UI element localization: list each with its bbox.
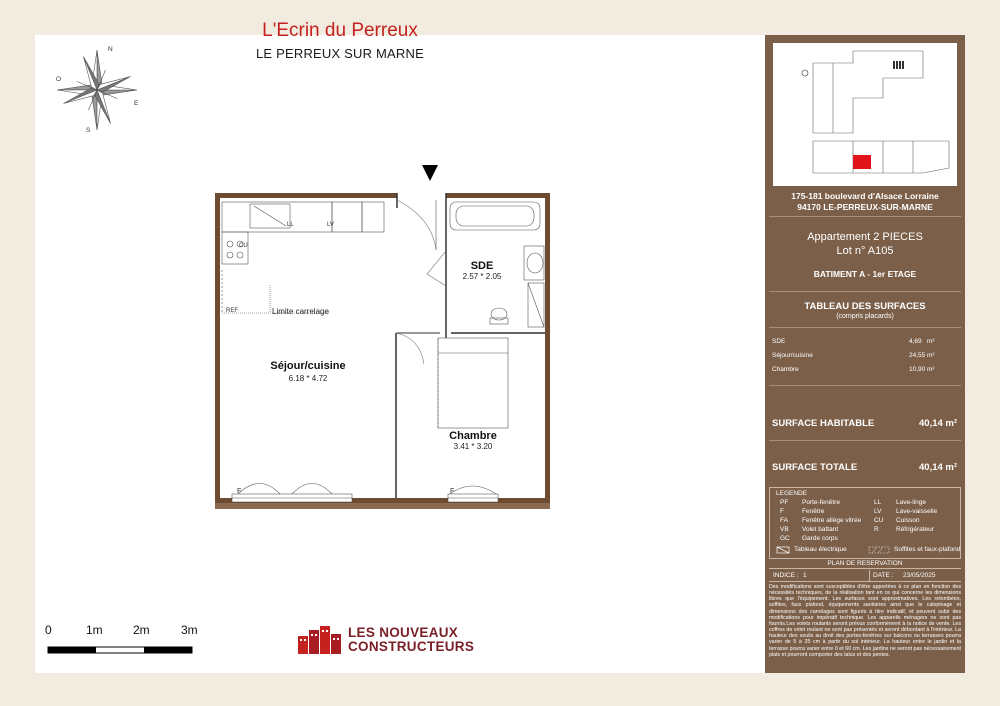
apartment-type: Appartement 2 PIECES bbox=[807, 231, 923, 243]
legend-text: Fenêtre allège vitrée bbox=[802, 517, 862, 524]
room-sde-dims: 2.57 * 2.05 bbox=[462, 272, 502, 281]
room-chambre-dims: 3.41 * 3.20 bbox=[453, 442, 493, 451]
date-label: DATE : bbox=[873, 572, 894, 579]
divider bbox=[769, 440, 961, 441]
divider bbox=[769, 385, 961, 386]
brand-logo bbox=[298, 626, 474, 654]
divider bbox=[769, 291, 961, 292]
label-ref: REF bbox=[226, 308, 238, 314]
electric-panel-icon bbox=[776, 546, 790, 554]
legend-code: VB bbox=[780, 526, 789, 533]
legend-code: LL bbox=[874, 499, 882, 506]
legend-text: Lave-vaisselle bbox=[896, 508, 938, 515]
surface-row-unit: m² bbox=[927, 352, 935, 359]
label-cu: CU bbox=[239, 243, 248, 249]
surface-table-title: TABLEAU DES SURFACES bbox=[804, 301, 926, 312]
room-sejour-name: Séjour/cuisine bbox=[270, 360, 346, 372]
reservation-title: PLAN DE RESERVATION bbox=[769, 560, 961, 569]
legend-code: F bbox=[780, 508, 784, 515]
legend-text: Fenêtre bbox=[802, 508, 825, 515]
address-line2: 94170 LE-PERREUX-SUR-MARNE bbox=[797, 202, 933, 212]
key-plan bbox=[773, 43, 957, 186]
room-chambre-name: Chambre bbox=[449, 430, 497, 442]
legend-code: GC bbox=[780, 535, 790, 542]
date-value: 23/05/2025 bbox=[903, 572, 936, 579]
legend-code: CU bbox=[874, 517, 884, 524]
surface-row-unit: m² bbox=[927, 366, 935, 373]
surface-habitable-value: 40,14 m² bbox=[919, 418, 958, 429]
surface-row-value: 4,69 bbox=[909, 338, 922, 345]
legend-text: Porte-fenêtre bbox=[802, 499, 840, 506]
building-floor: BATIMENT A - 1er ETAGE bbox=[813, 269, 917, 279]
scale-label-1m: 1m bbox=[86, 623, 103, 637]
surface-totale-value: 40,14 m² bbox=[919, 462, 958, 473]
scale-label-0: 0 bbox=[45, 623, 52, 637]
surface-habitable-label: SURFACE HABITABLE bbox=[772, 418, 875, 429]
brand-line1: LES NOUVEAUX bbox=[348, 625, 459, 640]
window-label-f2: F bbox=[450, 488, 455, 495]
legend bbox=[769, 487, 961, 559]
legend-code: LV bbox=[874, 508, 882, 515]
compass-e: E bbox=[134, 100, 139, 107]
compass-o: O bbox=[56, 76, 62, 83]
brand-line2: CONSTRUCTEURS bbox=[348, 639, 475, 654]
scale-label-2m: 2m bbox=[133, 623, 150, 637]
label-ll: LL bbox=[287, 222, 294, 228]
surface-row-value: 24,55 bbox=[909, 352, 926, 359]
building-logo-icon bbox=[298, 626, 342, 654]
program-title: L'Ecrin du Perreux bbox=[262, 20, 418, 41]
legend-title: LEGENDE bbox=[776, 490, 808, 497]
legend-text: Volet battant bbox=[802, 526, 839, 533]
compass-n: N bbox=[108, 46, 113, 53]
surface-row-name: Chambre bbox=[772, 366, 799, 373]
label-lv: LV bbox=[327, 222, 334, 228]
indice-label: INDICE : bbox=[773, 572, 799, 579]
room-sde-name: SDE bbox=[470, 260, 494, 272]
legend-extra2: Soffites et faux-plafond bbox=[894, 546, 961, 553]
city-title: LE PERREUX SUR MARNE bbox=[256, 46, 424, 61]
surface-row-value: 10,90 bbox=[909, 366, 926, 373]
compass-rose-icon bbox=[50, 45, 145, 135]
divider bbox=[769, 327, 961, 328]
address-line1: 175-181 boulevard d'Alsace Lorraine bbox=[791, 191, 939, 201]
compass-s: S bbox=[86, 127, 91, 134]
lot-number: Lot n° A105 bbox=[836, 245, 894, 257]
room-sejour-dims: 6.18 * 4.72 bbox=[288, 374, 328, 383]
surface-totale-label: SURFACE TOTALE bbox=[772, 462, 858, 473]
legend-extra1: Tableau électrique bbox=[794, 546, 847, 553]
surface-row-name: Séjour/cuisine bbox=[772, 352, 813, 359]
window-label-f1: F bbox=[237, 488, 242, 495]
legend-text: Garde corps bbox=[802, 535, 838, 542]
entrance-arrow-icon bbox=[421, 164, 439, 182]
legend-text: Cuisson bbox=[896, 517, 920, 524]
soffit-hatch-icon bbox=[868, 546, 890, 554]
legend-code: R bbox=[874, 526, 879, 533]
scale-bar bbox=[47, 646, 193, 654]
legend-code: FA bbox=[780, 517, 788, 524]
reservation-info bbox=[769, 571, 961, 582]
legal-disclaimer: Des modifications sont susceptibles d'être apportées à ce plan en fonction des nécessités techniques, de la réalisation tant en ce qui concerne les dimensions libres que l'équipement. Les surfaces sont approximatives. Les retombées, soffites, faux plafond, équipements sanitaires ainsi que le calepinage et dimensions des carrelages sont figurés à titre indicatif, et peuvent subir des modifications pour impératif technique. Les appareils ménagers ne sont pas fournis.Les volets roulants seront prévus conformément à la notice de vente. Les coffres de volet roulant ne sont pas présentés et seront débordant à l'intérieur. La hauteur des seuils au droit des portes-fenêtres sur balcons ou terrasses pourra varier de 5 à 35 cm à partir du sol intérieur. La hauteur entre le jardin et la terrasse pourra varier entre 0 et 60 cm. Les jardins ne seront pas nécessairement plats et pourront comporter des talus et des pentes. bbox=[769, 584, 961, 658]
legend-text: Lave-linge bbox=[896, 499, 926, 506]
legend-text: Réfrigérateur bbox=[896, 526, 934, 533]
divider bbox=[769, 216, 961, 217]
info-panel bbox=[765, 35, 965, 673]
legend-code: PF bbox=[780, 499, 789, 506]
label-limite-carrelage: Limite carrelage bbox=[272, 307, 329, 316]
surface-table-note: (compris placards) bbox=[836, 313, 894, 320]
surface-row-name: SDE bbox=[772, 338, 786, 345]
key-plan-drawing bbox=[773, 43, 957, 186]
indice-value: 1 bbox=[803, 572, 807, 579]
divider bbox=[869, 570, 870, 581]
scale-label-3m: 3m bbox=[181, 623, 198, 637]
surface-row-unit: m² bbox=[927, 338, 935, 345]
